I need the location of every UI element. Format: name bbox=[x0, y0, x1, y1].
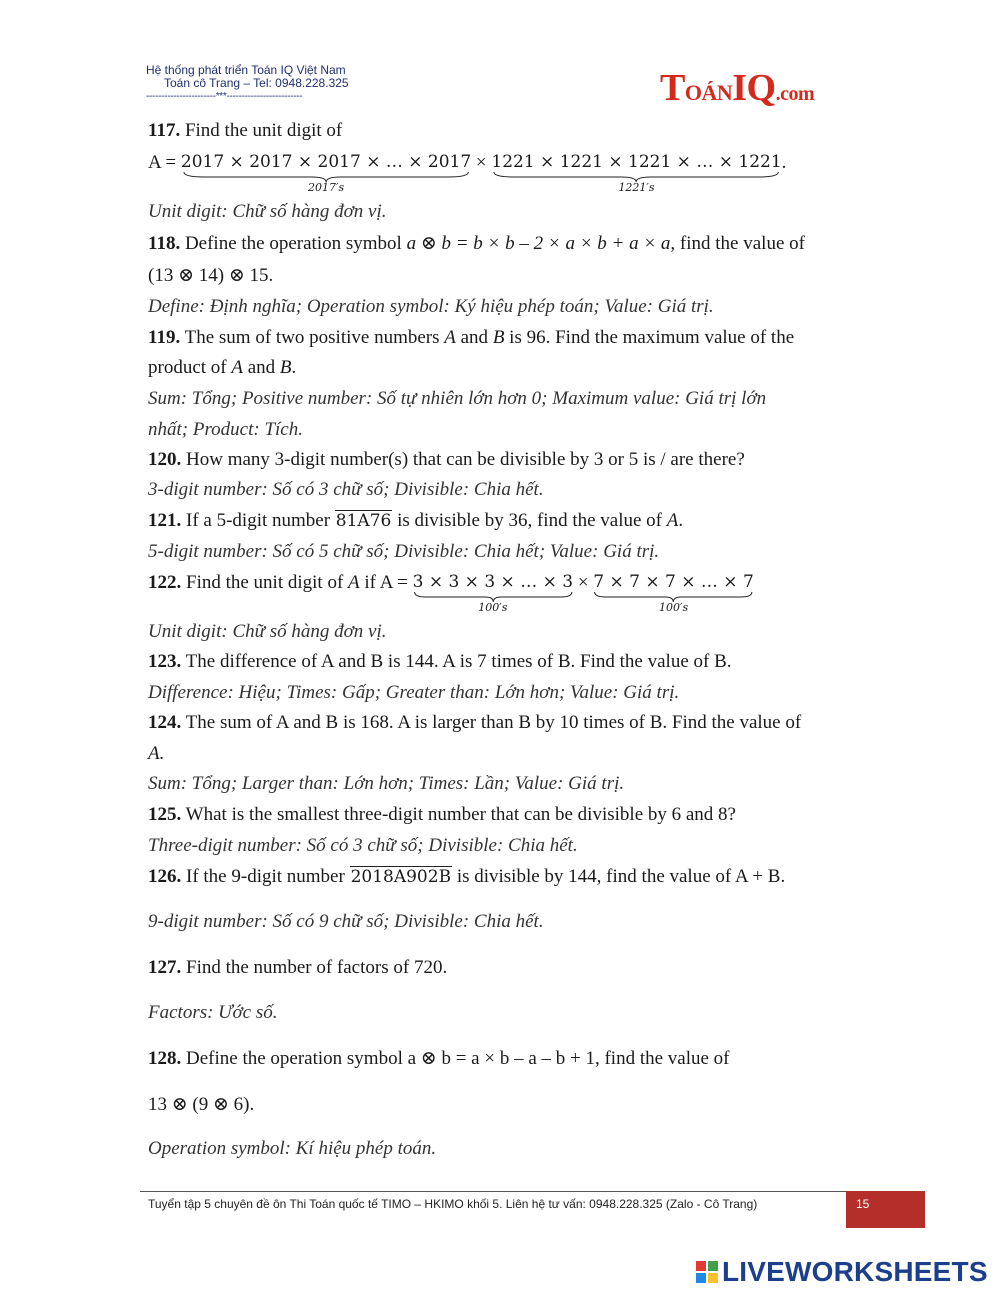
gloss-122: Unit digit: Chữ số hàng đơn vị. bbox=[148, 621, 387, 642]
problem-125: 125. What is the smallest three-digit number that can be divisible by 6 and 8? bbox=[148, 804, 736, 825]
gloss-128: Operation symbol: Kí hiệu phép toán. bbox=[148, 1138, 437, 1159]
toaniq-logo: TOÁNIQ.com bbox=[660, 67, 815, 109]
header-org: Hệ thống phát triển Toán IQ Việt Nam bbox=[146, 63, 346, 77]
problem-120: 120. How many 3-digit number(s) that can be divisible by 3 or 5 is / are there? bbox=[148, 449, 745, 470]
gloss-127: Factors: Ước số. bbox=[148, 1002, 278, 1023]
problem-118: 118. Define the operation symbol a ⊗ b = b × b – 2 × a × b + a × a, find the value of bbox=[148, 233, 805, 254]
header bbox=[146, 64, 349, 103]
gloss-117: Unit digit: Chữ số hàng đơn vị. bbox=[148, 201, 387, 222]
problem-123: 123. The difference of A and B is 144. A is 7 times of B. Find the value of B. bbox=[148, 651, 732, 672]
gloss-121: 5-digit number: Số có 5 chữ số; Divisible: Chia hết; Value: Giá trị. bbox=[148, 541, 660, 562]
problem-126: 126. If the 9-digit number 2018A902B is divisible by 144, find the value of A + B. bbox=[148, 866, 786, 887]
underbrace-3s: 3 × 3 × 3 × … × 3 100′s bbox=[412, 572, 574, 614]
gloss-126: 9-digit number: Số có 9 chữ số; Divisible: Chia hết. bbox=[148, 911, 544, 932]
footer-divider bbox=[140, 1191, 925, 1192]
problem-128: 128. Define the operation symbol a ⊗ b = a × b – a – b + 1, find the value of bbox=[148, 1048, 730, 1069]
problem-117: 117. Find the unit digit of bbox=[148, 120, 343, 141]
gloss-124: Sum: Tổng; Larger than: Lớn hơn; Times: Lần; Value: Giá trị. bbox=[148, 773, 625, 794]
overline-2018A902B: 2018A902B bbox=[350, 867, 452, 887]
liveworksheets-cubes-icon bbox=[696, 1261, 718, 1283]
gloss-125: Three-digit number: Số có 3 chữ số; Divisible: Chia hết. bbox=[148, 835, 578, 856]
underbrace-2017: 2017 × 2017 × 2017 × … × 2017 2017′s bbox=[180, 152, 472, 194]
footer-text: Tuyển tập 5 chuyên đề ôn Thi Toán quốc tế TIMO – HKIMO khối 5. Liên hệ tư vấn: 0948.228.325 (Zalo - Cô Trang) bbox=[148, 1197, 758, 1211]
overline-81A76: 81A76 bbox=[335, 511, 392, 531]
problem-119-line2: product of A and B. bbox=[148, 357, 297, 378]
problem-119: 119. The sum of two positive numbers A and B is 96. Find the maximum value of the bbox=[148, 327, 795, 348]
gloss-119-b: nhất; Product: Tích. bbox=[148, 419, 303, 440]
problem-124: 124. The sum of A and B is 168. A is larger than B by 10 times of B. Find the value of bbox=[148, 712, 802, 733]
problem-118-line2: (13 ⊗ 14) ⊗ 15. bbox=[148, 265, 274, 286]
gloss-119-a: Sum: Tổng; Positive number: Số tự nhiên lớn hơn 0; Maximum value: Giá trị lớn bbox=[148, 388, 767, 409]
problem-127: 127. Find the number of factors of 720. bbox=[148, 957, 448, 978]
problem-128-line2: 13 ⊗ (9 ⊗ 6). bbox=[148, 1094, 255, 1115]
underbrace-1221: 1221 × 1221 × 1221 × … × 1221 1221′s bbox=[491, 152, 782, 194]
gloss-123: Difference: Hiệu; Times: Gấp; Greater than: Lớn hơn; Value: Giá trị. bbox=[148, 682, 680, 703]
problem-124-line2: A. bbox=[148, 743, 165, 764]
header-divider: -----------------------***------------------------- bbox=[146, 91, 303, 102]
liveworksheets-logo bbox=[696, 1256, 988, 1288]
header-contact: Toán cô Trang – Tel: 0948.228.325 bbox=[164, 76, 349, 90]
liveworksheets-text: LIVEWORKSHEETS bbox=[722, 1256, 988, 1287]
problem-122: 122. Find the unit digit of A if A = 3 × 3 × 3 × … × 3 100′s × 7 × 7 × 7 × … × 7 100′s bbox=[148, 572, 754, 614]
problem-121: 121. If a 5-digit number 81A76 is divisible by 36, find the value of A. bbox=[148, 510, 684, 531]
underbrace-7s: 7 × 7 × 7 × … × 7 100′s bbox=[593, 572, 754, 614]
gloss-118: Define: Định nghĩa; Operation symbol: Ký hiệu phép toán; Value: Giá trị. bbox=[148, 296, 714, 317]
gloss-120: 3-digit number: Số có 3 chữ số; Divisible: Chia hết. bbox=[148, 479, 544, 500]
page-number: 15 bbox=[856, 1197, 870, 1211]
problem-117-formula: A = 2017 × 2017 × 2017 × … × 2017 2017′s × 1221 × 1221 × 1221 × … × 1221 1221′s . bbox=[148, 152, 787, 194]
